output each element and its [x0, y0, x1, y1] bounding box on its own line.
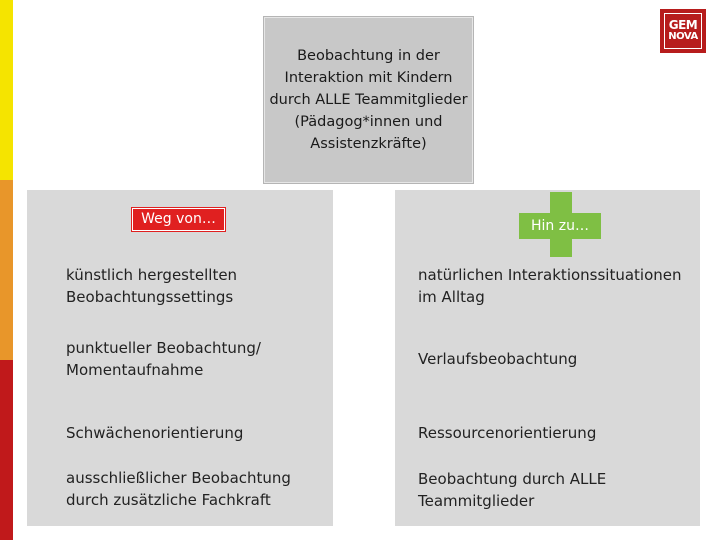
- right-item-3: Ressourcenorientierung: [418, 424, 597, 442]
- label-hin-zu: Hin zu…: [531, 218, 589, 234]
- right-item-2: Verlaufsbeobachtung: [418, 350, 578, 368]
- right-item-1: natürlichen Interaktionssituationen im Alltag: [418, 266, 682, 306]
- accent-bar-yellow: [0, 0, 13, 180]
- gemnova-logo: [660, 9, 706, 53]
- header-text: Beobachtung in der Interaktion mit Kindern durch ALLE Teammitglieder (Pädagog*innen und Assistenzkräfte): [269, 48, 468, 152]
- left-item-3: Schwächenorientierung: [66, 424, 244, 442]
- accent-bar-orange: [0, 180, 13, 360]
- left-item-4: ausschließlicher Beobachtung durch zusätzliche Fachkraft: [66, 469, 291, 509]
- logo-line-1: GEM: [668, 18, 698, 32]
- right-item-4: Beobachtung durch ALLE Teammitglieder: [418, 470, 607, 510]
- accent-bar-red: [0, 360, 13, 540]
- left-item-1: künstlich hergestellten Beobachtungssettings: [66, 266, 238, 306]
- logo-line-2: NOVA: [668, 31, 698, 42]
- label-weg-von: Weg von…: [132, 208, 225, 231]
- header-box: [263, 16, 474, 184]
- left-item-2: punktueller Beobachtung/ Momentaufnahme: [66, 339, 261, 379]
